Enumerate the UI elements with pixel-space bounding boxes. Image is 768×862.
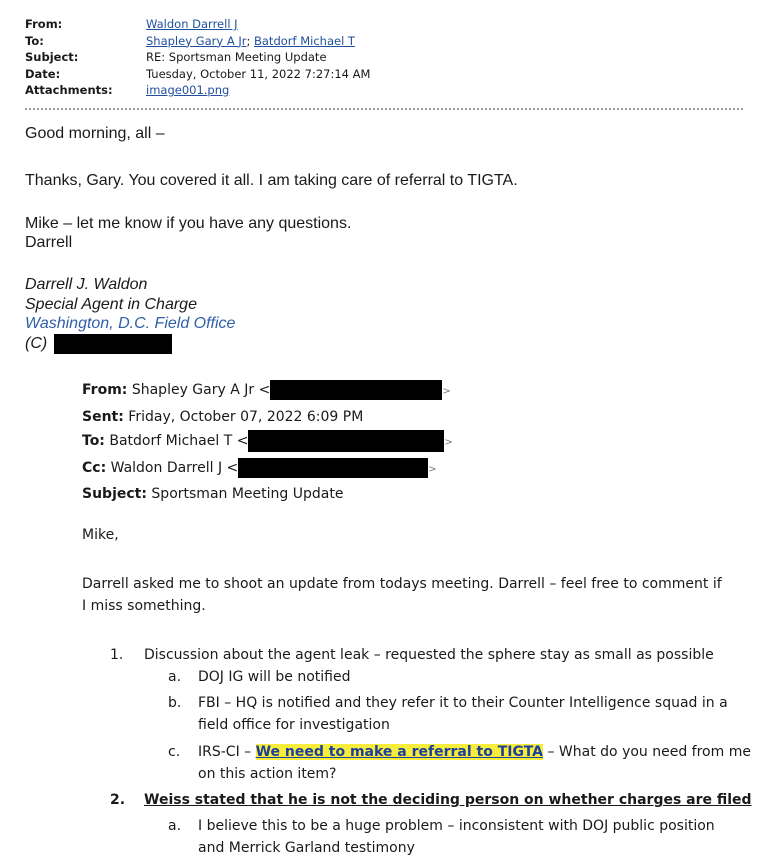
header-to-row	[25, 33, 370, 50]
list-item-2a-letter: a.	[168, 818, 182, 834]
signature-block	[25, 275, 235, 354]
fwd-from-row	[82, 378, 453, 405]
fwd-cc-value: Waldon Darrell J <	[110, 459, 239, 476]
message-intro-line-2: I miss something.	[82, 598, 206, 614]
reply-line-3: Darrell	[25, 234, 73, 251]
fwd-subject-row	[82, 482, 453, 507]
list-item-2-number: 2.	[110, 792, 126, 808]
list-item-1b-letter: b.	[168, 695, 182, 711]
fwd-to-value: Batdorf Michael T <	[109, 433, 249, 449]
signature-name: Darrell J. Waldon	[25, 276, 148, 293]
fwd-cc-label: Cc:	[82, 459, 107, 476]
signature-title: Special Agent in Charge	[25, 295, 197, 313]
list-item-1c-line-1	[198, 741, 751, 763]
fwd-sent-value: Friday, October 07, 2022 6:09 PM	[128, 408, 364, 425]
header-subject-row	[25, 49, 370, 66]
fwd-to-close: >	[444, 437, 453, 448]
fwd-subject-label: Subject:	[82, 486, 147, 502]
list-item-2a-line-2: and Merrick Garland testimony	[198, 840, 415, 856]
date-value: Tuesday, October 11, 2022 7:27:14 AM	[146, 66, 371, 81]
list-item-1-number: 1.	[110, 647, 124, 663]
signature-office: Washington, D.C. Field Office	[25, 315, 236, 332]
redaction-from-email	[270, 380, 442, 400]
list-item-1c-line-2: on this action item?	[198, 766, 337, 782]
fwd-to-row	[82, 429, 453, 456]
email-header	[25, 16, 370, 99]
header-divider	[25, 108, 743, 110]
forwarded-header	[82, 378, 453, 507]
reply-line-1: Thanks, Gary. You covered it all. I am taking care of referral to TIGTA.	[25, 172, 518, 189]
list-item-1a-text: DOJ IG will be notified	[198, 669, 351, 685]
signature-phone-label: (C)	[25, 334, 48, 352]
header-attachments-row	[25, 82, 370, 99]
fwd-subject-value: Sportsman Meeting Update	[151, 486, 344, 502]
fwd-cc-row	[82, 456, 453, 483]
fwd-from-value: Shapley Gary A Jr <	[131, 382, 271, 398]
list-item-2a-line-1: I believe this to be a huge problem – inconsistent with DOJ public position	[198, 818, 715, 834]
list-item-1a-letter: a.	[168, 669, 182, 685]
message-salutation: Mike,	[82, 527, 119, 543]
subject-value: RE: Sportsman Meeting Update	[146, 50, 327, 64]
fwd-cc-close: >	[428, 463, 437, 475]
fwd-sent-label: Sent:	[82, 408, 124, 425]
list-item-1c-suffix: – What do you need from me	[543, 744, 751, 760]
attachments-label: Attachments:	[25, 83, 113, 97]
fwd-to-label: To:	[82, 433, 105, 449]
to-link-1[interactable]: Shapley Gary A Jr	[146, 33, 247, 48]
list-item-1c-prefix: IRS-CI –	[198, 744, 256, 760]
to-label: To:	[25, 33, 44, 48]
reply-greeting: Good morning, all –	[25, 125, 165, 142]
redaction-phone	[54, 334, 172, 354]
highlighted-referral-text: We need to make a referral to TIGTA	[255, 744, 544, 760]
list-item-1b-line-2: field office for investigation	[198, 717, 390, 733]
list-item-1c-letter: c.	[168, 744, 181, 760]
to-link-2[interactable]: Batdorf Michael T	[254, 33, 355, 48]
list-item-1-text: Discussion about the agent leak – requested the sphere stay as small as possible	[144, 647, 714, 663]
fwd-sent-row	[82, 405, 453, 430]
from-link[interactable]: Waldon Darrell J	[146, 17, 238, 31]
message-intro-line-1: Darrell asked me to shoot an update from todays meeting. Darrell – feel free to comment if	[82, 576, 722, 592]
redaction-to-email	[248, 430, 444, 452]
date-label: Date:	[25, 66, 61, 81]
from-label: From:	[25, 17, 63, 31]
signature-phone-row	[25, 334, 235, 354]
reply-line-2: Mike – let me know if you have any questions.	[25, 215, 352, 232]
to-separator: ;	[246, 33, 251, 48]
attachment-link[interactable]: image001.png	[146, 83, 230, 97]
fwd-from-close: >	[442, 386, 451, 397]
subject-label: Subject:	[25, 50, 79, 64]
list-item-2-text: Weiss stated that he is not the deciding person on whether charges are filed	[144, 792, 752, 808]
list-item-1b-line-1: FBI – HQ is notified and they refer it to their Counter Intelligence squad in a	[198, 695, 728, 711]
header-date-row	[25, 66, 370, 83]
fwd-from-label: From:	[82, 382, 128, 398]
header-from-row	[25, 16, 370, 33]
redaction-cc-email	[238, 458, 428, 478]
